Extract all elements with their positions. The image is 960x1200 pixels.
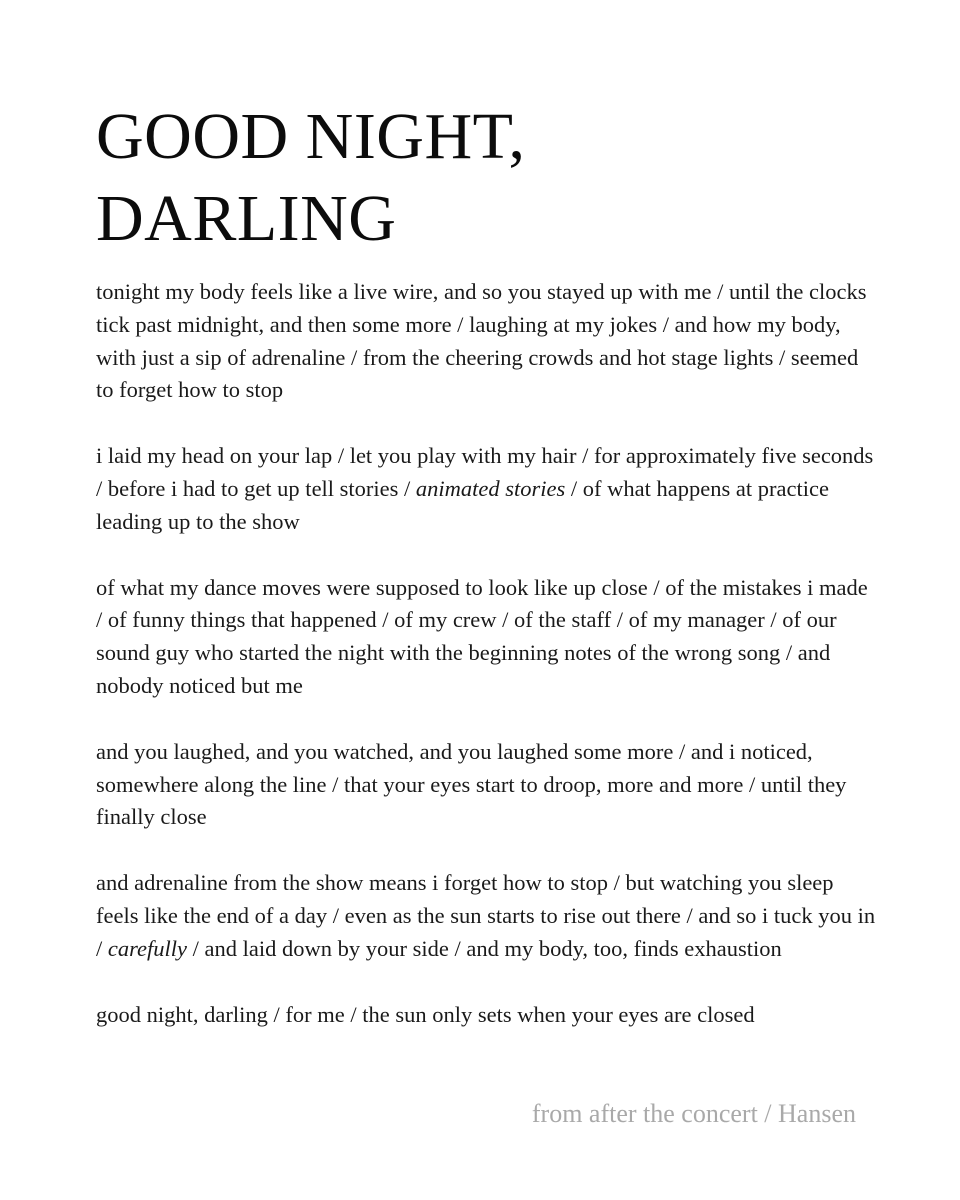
stanza-text: / of what happens at practice leading up to the show bbox=[96, 475, 829, 534]
stanza-text: good night, darling / for me / the sun only sets when your eyes are closed bbox=[96, 1001, 755, 1027]
stanza-1 bbox=[96, 276, 876, 407]
stanza-italic-text: animated stories bbox=[415, 475, 566, 501]
poem-title bbox=[96, 96, 526, 260]
stanza-italic-text: carefully bbox=[107, 935, 188, 961]
stanza-3 bbox=[96, 572, 876, 703]
poem-attribution: from after the concert / Hansen bbox=[531, 1099, 856, 1128]
stanza-text: and you laughed, and you watched, and you laughed some more / and i noticed, somewhere along the line / that your eyes start to droop, more and more / until they finally close bbox=[96, 738, 847, 830]
poem-title-line-1: GOOD NIGHT, bbox=[96, 100, 526, 173]
stanza-6 bbox=[96, 999, 876, 1032]
stanza-text: of what my dance moves were supposed to look like up close / of the mistakes i made / of funny things that happened / of my crew / of the staff / of my manager / of our sound guy who started the night with the beginning notes of the wrong song / and nobody noticed but me bbox=[96, 574, 868, 698]
stanza-text: i laid my head on your lap / let you play with my hair / for approximately five seconds / before i had to get up tell stories / bbox=[96, 443, 874, 501]
stanza-4 bbox=[96, 736, 876, 834]
poem-body bbox=[96, 276, 876, 1064]
poem-page bbox=[96, 0, 876, 1200]
stanza-2 bbox=[96, 440, 876, 538]
stanza-text: tonight my body feels like a live wire, and so you stayed up with me / until the clocks tick past midnight, and then some more / laughing at my jokes / and how my body, with just a sip of adrenaline / from the cheering crowds and hot stage lights / seemed to forget how to stop bbox=[96, 279, 867, 403]
stanza-text: / and laid down by your side / and my body, too, finds exhaustion bbox=[187, 935, 782, 961]
stanza-text: and adrenaline from the show means i forget how to stop / but watching you sleep feels like the end of a day / even as the sun starts to rise out there / and so i tuck you in / bbox=[96, 870, 876, 961]
poem-title-line-2: DARLING bbox=[96, 182, 397, 255]
stanza-5 bbox=[96, 867, 876, 965]
